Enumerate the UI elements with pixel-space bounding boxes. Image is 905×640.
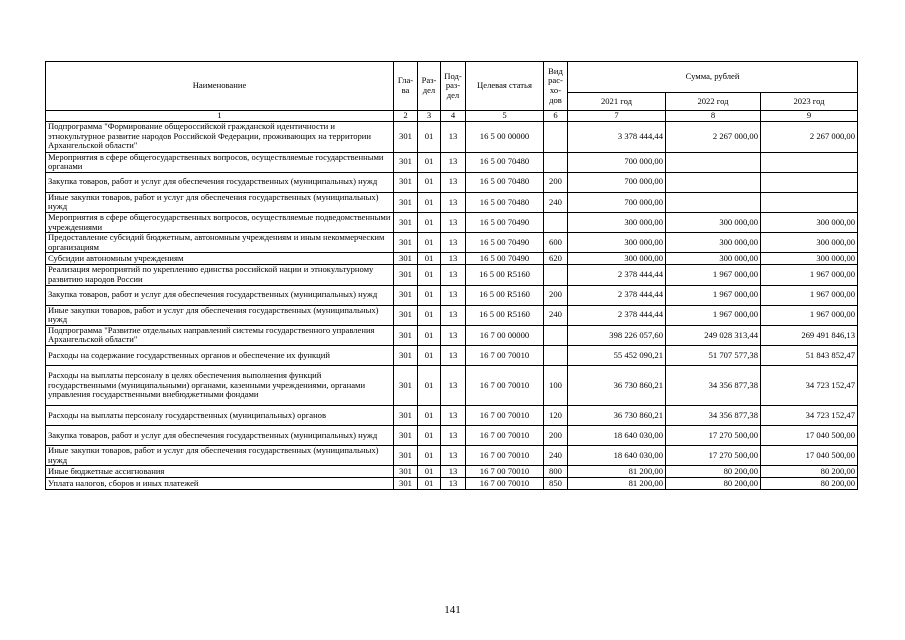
row-sum-2022: 1 967 000,00 <box>666 285 761 305</box>
column-number: 7 <box>568 111 666 122</box>
row-vid <box>544 121 568 152</box>
table-body <box>46 121 858 490</box>
row-name: Расходы на выплаты персоналу государственных (муниципальных) органов <box>46 405 394 425</box>
row-celevaya: 16 5 00 70480 <box>466 192 544 212</box>
table-row <box>46 121 858 152</box>
row-glava: 301 <box>394 265 418 285</box>
row-sum-2021: 300 000,00 <box>568 212 666 232</box>
row-sum-2022: 1 967 000,00 <box>666 305 761 325</box>
row-name: Закупка товаров, работ и услуг для обеспечения государственных (муниципальных) нужд <box>46 172 394 192</box>
row-podrazdel: 13 <box>441 305 466 325</box>
row-podrazdel: 13 <box>441 425 466 445</box>
row-vid: 800 <box>544 466 568 478</box>
row-sum-2021: 36 730 860,21 <box>568 405 666 425</box>
row-podrazdel: 13 <box>441 345 466 365</box>
row-glava: 301 <box>394 425 418 445</box>
row-glava: 301 <box>394 121 418 152</box>
row-sum-2021: 55 452 090,21 <box>568 345 666 365</box>
table-row <box>46 212 858 232</box>
row-razdel: 01 <box>418 425 441 445</box>
row-podrazdel: 13 <box>441 152 466 172</box>
row-sum-2023: 34 723 152,47 <box>761 405 858 425</box>
row-sum-2022 <box>666 192 761 212</box>
row-sum-2023: 300 000,00 <box>761 233 858 253</box>
row-podrazdel: 13 <box>441 212 466 232</box>
row-celevaya: 16 5 00 70490 <box>466 212 544 232</box>
row-glava: 301 <box>394 478 418 490</box>
row-vid: 200 <box>544 285 568 305</box>
row-podrazdel: 13 <box>441 172 466 192</box>
row-celevaya: 16 7 00 00000 <box>466 325 544 345</box>
row-celevaya: 16 7 00 70010 <box>466 466 544 478</box>
row-razdel: 01 <box>418 253 441 265</box>
row-celevaya: 16 7 00 70010 <box>466 478 544 490</box>
row-sum-2023 <box>761 192 858 212</box>
row-razdel: 01 <box>418 466 441 478</box>
row-glava: 301 <box>394 172 418 192</box>
row-podrazdel: 13 <box>441 121 466 152</box>
row-vid: 240 <box>544 305 568 325</box>
row-sum-2023: 17 040 500,00 <box>761 445 858 465</box>
row-sum-2023 <box>761 152 858 172</box>
row-sum-2021: 36 730 860,21 <box>568 365 666 405</box>
header-podrazdel: Под-раз-дел <box>441 62 466 111</box>
row-vid <box>544 345 568 365</box>
row-name: Подпрограмма "Развитие отдельных направлений системы государственного управления Архангельской области" <box>46 325 394 345</box>
row-razdel: 01 <box>418 172 441 192</box>
row-vid: 200 <box>544 425 568 445</box>
row-name: Закупка товаров, работ и услуг для обеспечения государственных (муниципальных) нужд <box>46 285 394 305</box>
row-glava: 301 <box>394 285 418 305</box>
table-row <box>46 253 858 265</box>
row-sum-2022: 34 356 877,38 <box>666 365 761 405</box>
row-sum-2022: 80 200,00 <box>666 466 761 478</box>
table-row <box>46 478 858 490</box>
row-razdel: 01 <box>418 305 441 325</box>
row-vid: 100 <box>544 365 568 405</box>
row-sum-2021: 700 000,00 <box>568 172 666 192</box>
row-name: Мероприятия в сфере общегосударственных вопросов, осуществляемые государственными органами <box>46 152 394 172</box>
row-vid: 850 <box>544 478 568 490</box>
row-podrazdel: 13 <box>441 265 466 285</box>
budget-table <box>45 61 858 490</box>
row-razdel: 01 <box>418 152 441 172</box>
row-sum-2023: 1 967 000,00 <box>761 305 858 325</box>
row-sum-2023: 51 843 852,47 <box>761 345 858 365</box>
row-sum-2022: 51 707 577,38 <box>666 345 761 365</box>
row-razdel: 01 <box>418 121 441 152</box>
row-celevaya: 16 5 00 R5160 <box>466 285 544 305</box>
table-row <box>46 152 858 172</box>
row-name: Расходы на выплаты персоналу в целях обеспечения выполнения функций государственными (муниципальными) органами, казенными учреждениями, органами управления государственными внебюджетными фондами <box>46 365 394 405</box>
row-sum-2022: 300 000,00 <box>666 212 761 232</box>
table-row <box>46 445 858 465</box>
column-number-row <box>46 111 858 122</box>
row-vid: 120 <box>544 405 568 425</box>
row-razdel: 01 <box>418 233 441 253</box>
row-glava: 301 <box>394 405 418 425</box>
row-sum-2021: 300 000,00 <box>568 233 666 253</box>
row-sum-2021: 18 640 030,00 <box>568 445 666 465</box>
row-sum-2023: 34 723 152,47 <box>761 365 858 405</box>
row-celevaya: 16 5 00 R5160 <box>466 265 544 285</box>
table-row <box>46 172 858 192</box>
table-row <box>46 265 858 285</box>
row-glava: 301 <box>394 445 418 465</box>
row-celevaya: 16 5 00 70490 <box>466 253 544 265</box>
row-celevaya: 16 7 00 70010 <box>466 365 544 405</box>
table-row <box>46 233 858 253</box>
row-name: Иные закупки товаров, работ и услуг для обеспечения государственных (муниципальных) нужд <box>46 445 394 465</box>
row-celevaya: 16 7 00 70010 <box>466 425 544 445</box>
row-sum-2022: 1 967 000,00 <box>666 265 761 285</box>
header-year-2023: 2023 год <box>761 93 858 111</box>
row-name: Закупка товаров, работ и услуг для обеспечения государственных (муниципальных) нужд <box>46 425 394 445</box>
row-razdel: 01 <box>418 478 441 490</box>
header-vid: Вид рас-хо-дов <box>544 62 568 111</box>
row-razdel: 01 <box>418 345 441 365</box>
table-row <box>46 425 858 445</box>
header-year-2022: 2022 год <box>666 93 761 111</box>
header-year-2021: 2021 год <box>568 93 666 111</box>
row-celevaya: 16 7 00 70010 <box>466 345 544 365</box>
row-sum-2023: 300 000,00 <box>761 253 858 265</box>
row-name: Предоставление субсидий бюджетным, автономным учреждениям и иным некоммерческим организациям <box>46 233 394 253</box>
column-number: 6 <box>544 111 568 122</box>
row-celevaya: 16 5 00 70480 <box>466 172 544 192</box>
row-sum-2021: 3 378 444,44 <box>568 121 666 152</box>
row-celevaya: 16 5 00 70490 <box>466 233 544 253</box>
table-row <box>46 405 858 425</box>
page-number: 141 <box>444 604 461 616</box>
table-row <box>46 305 858 325</box>
row-podrazdel: 13 <box>441 445 466 465</box>
row-sum-2022 <box>666 152 761 172</box>
row-sum-2022: 249 028 313,44 <box>666 325 761 345</box>
row-glava: 301 <box>394 345 418 365</box>
row-sum-2023 <box>761 172 858 192</box>
row-sum-2022 <box>666 172 761 192</box>
row-razdel: 01 <box>418 192 441 212</box>
row-sum-2021: 700 000,00 <box>568 192 666 212</box>
row-celevaya: 16 5 00 70480 <box>466 152 544 172</box>
table-row <box>46 345 858 365</box>
row-razdel: 01 <box>418 212 441 232</box>
table-row <box>46 192 858 212</box>
row-sum-2023: 269 491 846,13 <box>761 325 858 345</box>
row-sum-2023: 1 967 000,00 <box>761 265 858 285</box>
row-razdel: 01 <box>418 445 441 465</box>
row-vid: 200 <box>544 172 568 192</box>
row-glava: 301 <box>394 365 418 405</box>
row-vid <box>544 152 568 172</box>
row-sum-2021: 2 378 444,44 <box>568 305 666 325</box>
row-vid: 620 <box>544 253 568 265</box>
row-sum-2022: 34 356 877,38 <box>666 405 761 425</box>
row-podrazdel: 13 <box>441 253 466 265</box>
row-name: Иные закупки товаров, работ и услуг для обеспечения государственных (муниципальных) нужд <box>46 305 394 325</box>
row-sum-2022: 300 000,00 <box>666 233 761 253</box>
row-vid: 240 <box>544 445 568 465</box>
table-row <box>46 285 858 305</box>
row-sum-2022: 80 200,00 <box>666 478 761 490</box>
header-glava: Гла-ва <box>394 62 418 111</box>
row-glava: 301 <box>394 305 418 325</box>
row-sum-2023: 2 267 000,00 <box>761 121 858 152</box>
row-podrazdel: 13 <box>441 466 466 478</box>
header-celevaya: Целевая статья <box>466 62 544 111</box>
row-name: Иные бюджетные ассигнования <box>46 466 394 478</box>
row-celevaya: 16 5 00 R5160 <box>466 305 544 325</box>
row-podrazdel: 13 <box>441 405 466 425</box>
row-sum-2023: 300 000,00 <box>761 212 858 232</box>
table-row <box>46 466 858 478</box>
row-podrazdel: 13 <box>441 233 466 253</box>
row-podrazdel: 13 <box>441 325 466 345</box>
row-glava: 301 <box>394 253 418 265</box>
row-name: Расходы на содержание государственных органов и обеспечение их функций <box>46 345 394 365</box>
column-number: 1 <box>46 111 394 122</box>
row-vid: 600 <box>544 233 568 253</box>
row-name: Реализация мероприятий по укреплению единства российской нации и этнокультурному развитию народов России <box>46 265 394 285</box>
row-sum-2023: 80 200,00 <box>761 478 858 490</box>
header-summa: Сумма, рублей <box>568 62 858 93</box>
row-sum-2021: 81 200,00 <box>568 466 666 478</box>
row-name: Мероприятия в сфере общегосударственных вопросов, осуществляемые подведомственными учреждениями <box>46 212 394 232</box>
row-glava: 301 <box>394 152 418 172</box>
row-razdel: 01 <box>418 405 441 425</box>
row-razdel: 01 <box>418 285 441 305</box>
row-vid <box>544 325 568 345</box>
column-number: 4 <box>441 111 466 122</box>
table-row <box>46 325 858 345</box>
row-sum-2021: 81 200,00 <box>568 478 666 490</box>
row-vid: 240 <box>544 192 568 212</box>
row-razdel: 01 <box>418 265 441 285</box>
row-sum-2023: 1 967 000,00 <box>761 285 858 305</box>
row-sum-2022: 17 270 500,00 <box>666 425 761 445</box>
row-razdel: 01 <box>418 325 441 345</box>
row-celevaya: 16 5 00 00000 <box>466 121 544 152</box>
header-row <box>46 62 858 93</box>
table-row <box>46 365 858 405</box>
row-sum-2021: 2 378 444,44 <box>568 265 666 285</box>
row-podrazdel: 13 <box>441 192 466 212</box>
column-number: 3 <box>418 111 441 122</box>
row-razdel: 01 <box>418 365 441 405</box>
row-name: Уплата налогов, сборов и иных платежей <box>46 478 394 490</box>
row-glava: 301 <box>394 466 418 478</box>
row-glava: 301 <box>394 233 418 253</box>
row-vid <box>544 265 568 285</box>
row-name: Субсидии автономным учреждениям <box>46 253 394 265</box>
row-sum-2022: 300 000,00 <box>666 253 761 265</box>
column-number: 2 <box>394 111 418 122</box>
row-sum-2021: 300 000,00 <box>568 253 666 265</box>
row-sum-2021: 2 378 444,44 <box>568 285 666 305</box>
row-podrazdel: 13 <box>441 365 466 405</box>
header-razdel: Раз-дел <box>418 62 441 111</box>
column-number: 8 <box>666 111 761 122</box>
row-sum-2021: 398 226 057,60 <box>568 325 666 345</box>
header-name: Наименование <box>46 62 394 111</box>
row-name: Подпрограмма "Формирование общероссийской гражданской идентичности и этнокультурное развитие народов Российской Федерации, проживающих на территории Архангельской области" <box>46 121 394 152</box>
row-glava: 301 <box>394 325 418 345</box>
row-celevaya: 16 7 00 70010 <box>466 405 544 425</box>
row-podrazdel: 13 <box>441 285 466 305</box>
row-glava: 301 <box>394 192 418 212</box>
row-glava: 301 <box>394 212 418 232</box>
row-podrazdel: 13 <box>441 478 466 490</box>
row-vid <box>544 212 568 232</box>
row-sum-2023: 80 200,00 <box>761 466 858 478</box>
row-sum-2021: 18 640 030,00 <box>568 425 666 445</box>
row-name: Иные закупки товаров, работ и услуг для обеспечения государственных (муниципальных) нужд <box>46 192 394 212</box>
row-sum-2023: 17 040 500,00 <box>761 425 858 445</box>
column-number: 9 <box>761 111 858 122</box>
column-number: 5 <box>466 111 544 122</box>
row-sum-2021: 700 000,00 <box>568 152 666 172</box>
row-sum-2022: 17 270 500,00 <box>666 445 761 465</box>
row-celevaya: 16 7 00 70010 <box>466 445 544 465</box>
row-sum-2022: 2 267 000,00 <box>666 121 761 152</box>
